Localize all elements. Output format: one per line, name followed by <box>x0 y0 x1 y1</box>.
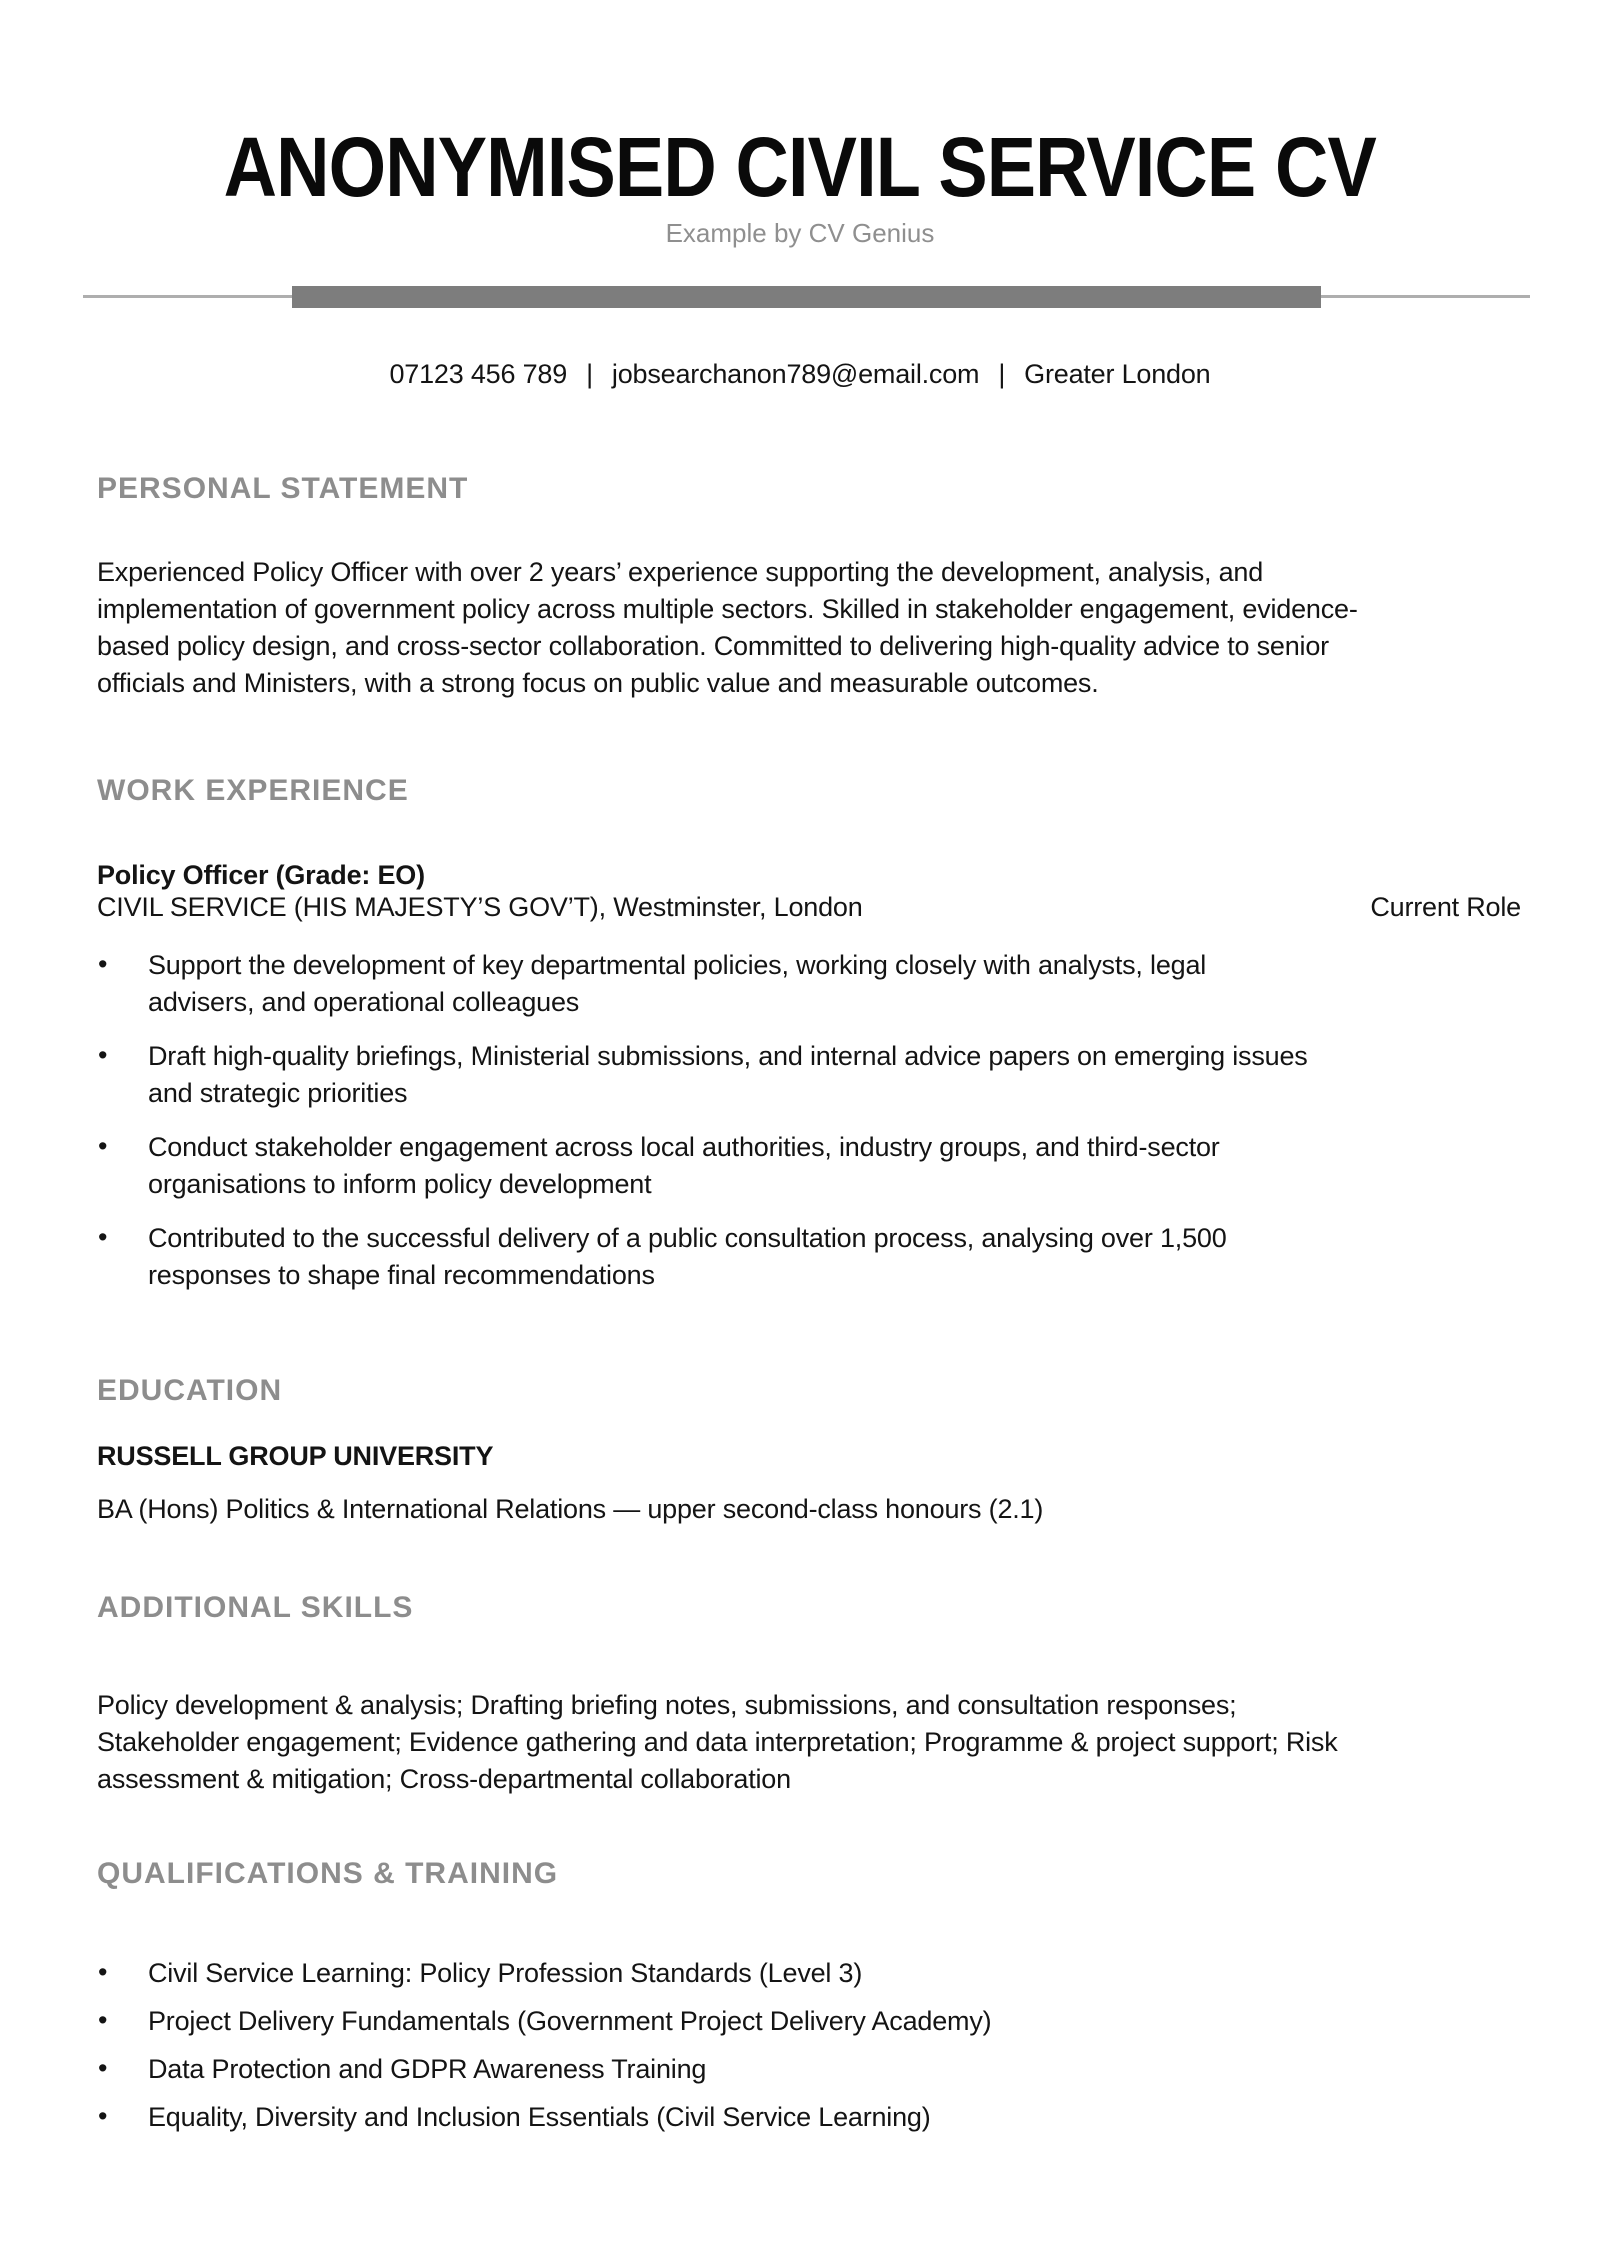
employer-line: CIVIL SERVICE (HIS MAJESTY’S GOV’T), Westminster, London <box>97 892 863 922</box>
bullet-dot-icon: • <box>98 1222 108 1252</box>
bullet-line: and strategic priorities <box>148 1078 408 1108</box>
bullet-dot-icon: • <box>98 949 108 979</box>
page-title-text: ANONYMISED CIVIL SERVICE CV <box>223 120 1377 214</box>
location-text: Greater London <box>1024 359 1211 389</box>
experience-bullet <box>97 1220 1521 1294</box>
institution-name: RUSSELL GROUP UNIVERSITY <box>97 1441 494 1471</box>
page-title <box>0 120 1600 214</box>
bullet-dot-icon: • <box>98 2005 108 2035</box>
divider-thick-bar <box>292 286 1321 308</box>
bullet-dot-icon: • <box>98 1131 108 1161</box>
bullet-dot-icon: • <box>98 2101 108 2131</box>
bullet-line: Project Delivery Fundamentals (Government Project Delivery Academy) <box>148 2006 992 2036</box>
bullet-line: Data Protection and GDPR Awareness Training <box>148 2054 707 2084</box>
skills-line: assessment & mitigation; Cross-departmental collaboration <box>97 1764 791 1794</box>
bullet-dot-icon: • <box>98 1957 108 1987</box>
skills-paragraph <box>97 1687 1521 1798</box>
section-heading-education: EDUCATION <box>97 1374 283 1407</box>
contact-line <box>0 356 1600 393</box>
qualification-bullet <box>97 2099 1521 2136</box>
section-heading-personal-statement: PERSONAL STATEMENT <box>97 472 469 505</box>
personal-statement-paragraph <box>97 554 1521 702</box>
bullet-dot-icon: • <box>98 1040 108 1070</box>
paragraph-line: Experienced Policy Officer with over 2 years’ experience supporting the development, analysis, and <box>97 557 1264 587</box>
degree-line: BA (Hons) Politics & International Relations — upper second-class honours (2.1) <box>97 1494 1044 1524</box>
bullet-line: Contributed to the successful delivery of a public consultation process, analysing over 1,500 <box>148 1223 1227 1253</box>
phone-number: 07123 456 789 <box>389 359 568 389</box>
qualification-bullet <box>97 2003 1521 2040</box>
bullet-line: Equality, Diversity and Inclusion Essentials (Civil Service Learning) <box>148 2102 931 2132</box>
experience-bullet <box>97 1129 1521 1203</box>
qualifications-bullet-list <box>97 1955 1521 2147</box>
job-title: Policy Officer (Grade: EO) <box>97 860 425 890</box>
paragraph-line: based policy design, and cross-sector collaboration. Committed to delivering high-quality advice to senior <box>97 631 1329 661</box>
bullet-dot-icon: • <box>98 2053 108 2083</box>
contact-separator: | <box>998 359 1006 389</box>
bullet-line: Civil Service Learning: Policy Profession Standards (Level 3) <box>148 1958 863 1988</box>
paragraph-line: implementation of government policy across multiple sectors. Skilled in stakeholder engagement, evidence- <box>97 594 1358 624</box>
skills-line: Policy development & analysis; Drafting briefing notes, submissions, and consultation responses; <box>97 1690 1237 1720</box>
page-subtitle: Example by CV Genius <box>665 218 935 248</box>
experience-bullet <box>97 947 1521 1021</box>
employer-row <box>97 891 1521 924</box>
paragraph-line: officials and Ministers, with a strong focus on public value and measurable outcomes. <box>97 668 1099 698</box>
section-heading-additional-skills: ADDITIONAL SKILLS <box>97 1591 414 1624</box>
bullet-line: Support the development of key departmental policies, working closely with analysts, legal <box>148 950 1207 980</box>
section-heading-work-experience: WORK EXPERIENCE <box>97 774 409 807</box>
current-role-label: Current Role <box>1370 892 1521 922</box>
section-heading-qualifications-training: QUALIFICATIONS & TRAINING <box>97 1857 559 1890</box>
qualification-bullet <box>97 2051 1521 2088</box>
qualification-bullet <box>97 1955 1521 1992</box>
bullet-line: responses to shape final recommendations <box>148 1260 655 1290</box>
contact-separator: | <box>586 359 593 389</box>
skills-line: Stakeholder engagement; Evidence gathering and data interpretation; Programme & project support; Risk <box>97 1727 1338 1757</box>
experience-bullet <box>97 1038 1521 1112</box>
bullet-line: Conduct stakeholder engagement across local authorities, industry groups, and third-sector <box>148 1132 1220 1162</box>
experience-bullet-list <box>97 947 1521 1294</box>
bullet-line: Draft high-quality briefings, Ministerial submissions, and internal advice papers on emerging issues <box>148 1041 1308 1071</box>
email-address: jobsearchanon789@email.com <box>611 359 980 389</box>
bullet-line: organisations to inform policy development <box>148 1169 652 1199</box>
bullet-line: advisers, and operational colleagues <box>148 987 580 1017</box>
